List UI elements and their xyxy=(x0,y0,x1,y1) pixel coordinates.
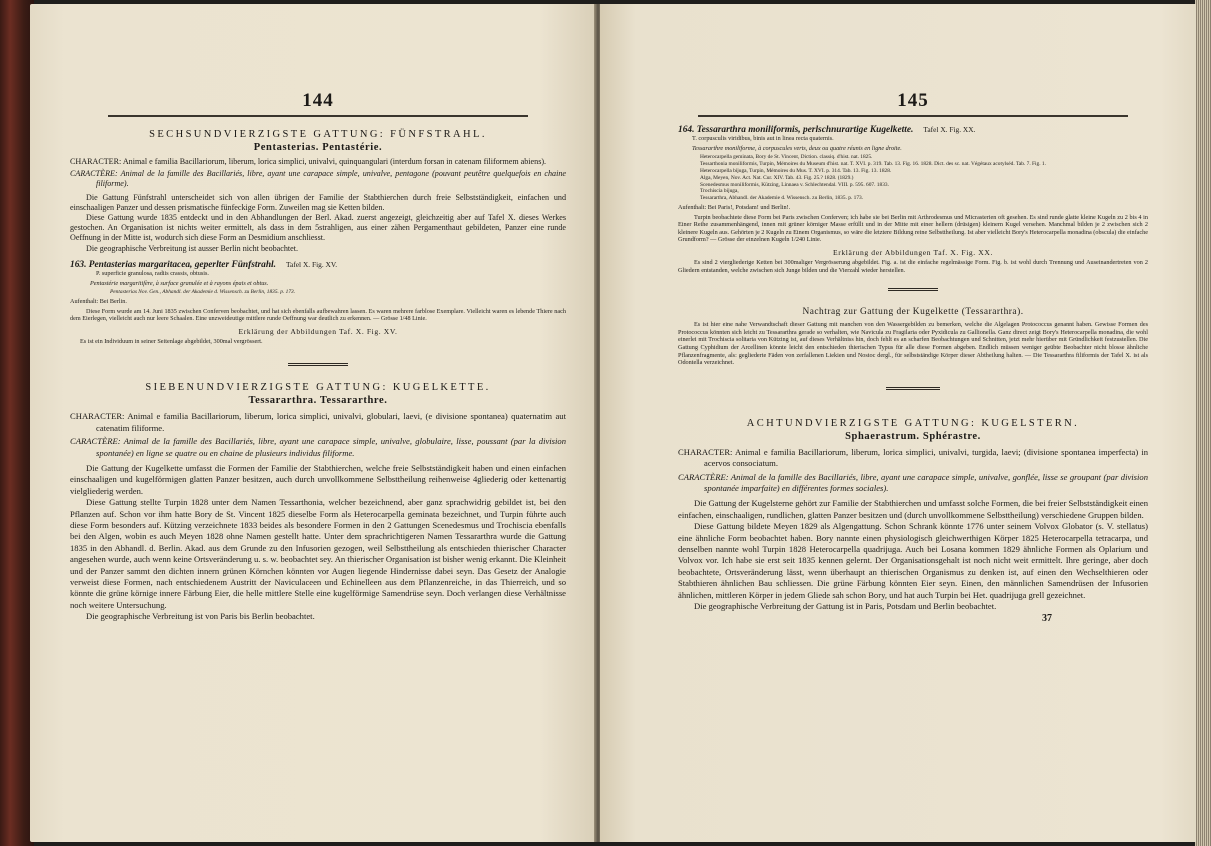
section-subtitle: Pentasterias. Pentastérie. xyxy=(253,142,383,153)
character-latin: CHARACTER: Animal e familia Bacillariorum, liberum, lorica simplici, univalvi, globulari, laevi, (e divisione spontanea) quaternatim aut catenatim filiforme. xyxy=(70,411,566,433)
paragraph: Die geographische Verbreitung der Gattung ist in Paris, Potsdam und Berlin beobachtet. xyxy=(694,600,997,611)
synonym: Tessararthra, Abhandl. der Akademie d. Wissensch. zu Berlin, 1835. p. 173. xyxy=(700,195,864,202)
species-description: Diese Form wurde am 14. Juni 1835 zwischen Conferven beobachtet, und hat sich ebenfalls aufbewahren lassen. Es waren mehrere farblose Exemplare. Vielleicht waren es lebende Thiere nach dem Eierlegen, vielleicht auch nur leere Schaalen. Eine unzweideutige mittlere runde Oeffnung war deutlich zu erkennen. — Grösse 1/48 Linie. xyxy=(70,307,566,323)
paragraph: Diese Gattung stellte Turpin 1828 unter dem Namen Tessarthonia, welcher bezeichnend, aber ganz sprachwidrig gebildet ist, bei den Pflanzen auf. Schon vor ihm hatte Bory de St. Vincent 1825 dieselbe Form als Heterocarpella geminata bezeichnet, und Turpin führte auch diese Form besonders auf. Kützing verzeichnete 1833 beides als besondere Formen in den 2 Gattungen Scenedesmus und Trochiscia ebenfalls bei den Algen, wobin es auch Meyen 1828 ohne Namen gestellt hatte. Unter dem sprachrichtigeren Namen Tessararthra wurde die Gattung 1835 in den Abhandl. d. Berlin. Akad. aus dem Grunde zu den Infusorien gezogen, weil Selbsttheilung als entschieden thierischer Character angesehen wurde, auch wenn keine Ortsveränderung u. s. w. beobachtet sey. An thierischer Organisation ist bisher wenig erkannt. Die Kleinheit und der Panzer sammt den dichten innern grünen Körnchen könnten vor Augen liegende Hindernisse dabei seyn. Das Gesetz der Analogie verweist diese Formen, nach entschiedenem Austritt der Naviculaceen und Echinelleen aus dem Pflanzenreiche, in das Thierreich, und so könnte die grüne körnige innere Färbung Eier, die helle mittlere Stelle eine kugelförmige Samendrüse seyn. Doch verlangen diese Verhältnisse noch weitere Untersuchung. xyxy=(70,497,566,610)
figure-text: Es sind 2 viergliederige Ketten bei 300maliger Vergrösserung abgebildet. Fig. a. ist die einfache regelmässige Form. Fig. b. ist wohl durch Trennung und Auseinandertreten von 2 Gliedern entstanden, welche zwischen sich Junge bilden und die Vierzahl wieder herstellen. xyxy=(678,258,1148,274)
species-heading xyxy=(70,260,566,270)
diagnosis-french: Pentastérie margaritifère, à surface granulée et à rayons épais et obtus. xyxy=(90,279,269,287)
paragraph: Die geographische Verbreitung ist ausser Berlin nicht beobachtet. xyxy=(86,243,299,253)
paragraph: Die geographische Verbreitung ist von Paris bis Berlin beobachtet. xyxy=(86,611,315,622)
figure-text: Es ist ein Individuum in seiner Seitenlage abgebildet, 300mal vergrössert. xyxy=(80,337,263,345)
diagnosis-latin: P. superficie granulosa, radiis crassis, obtusis. xyxy=(96,270,209,278)
species-description: Turpin beobachtete diese Form bei Paris zwischen Conferven; ich habe sie bei Berlin mit Arthrodesmus und Micrasterien oft gesehen. Es sind runde glatte kleine Kugeln zu 2 bis 4 in Einer Reihe zusammenhängend, innen mit grüner körniger Masse erfüllt und in der Mitte mit einer hellern (drüsigen) kleinern Kugel versehen. Manchmal bilden je 2 zwischen sich 2 kleinere Kugeln aus. Gehörten je 2 Kugeln zu Einem Organismus, so wäre die letztere Bildung reine Selbsttheilung. Ist aber vielleicht Bory's Heterocarpella monadina (obscula) die einfache Grundform? — Grösse der einzelnen Kugeln 1/240 Linie. xyxy=(678,213,1148,244)
character-latin: CHARACTER: Animal e familia Bacillariorum, liberum, lorica simplici, univalvi, quinquangulari (interdum forsan in catenam filiformem abiens). xyxy=(70,157,547,166)
page-edges xyxy=(1195,0,1211,846)
synonym: Scenedesmus moniliformis, Kützing, Linnaea v. Schlechtendal. VIII. p. 595. 607. 1833. xyxy=(700,181,889,188)
right-page xyxy=(600,4,1196,842)
synonym: Trochiscia bijuga, xyxy=(700,188,739,195)
section-subtitle: Tessararthra. Tessararthre. xyxy=(248,395,388,407)
plate-reference: Tafel X. Fig. XX. xyxy=(923,125,976,134)
plate-reference: Tafel X. Fig. XV. xyxy=(286,259,338,269)
species-name: 163. Pentasterias margaritacea, geperlter Fünfstrahl. xyxy=(70,259,276,270)
figure-caption: Erklärung der Abbildungen Taf. X. Fig. XV. xyxy=(238,326,398,336)
habitat: Aufenthalt: Bei Berlin. xyxy=(70,298,127,306)
figure-caption: Erklärung der Abbildungen Taf. X. Fig. XX. xyxy=(833,247,993,257)
section-title: SIEBENUNDVIERZIGSTE GATTUNG: KUGELKETTE. xyxy=(145,382,491,394)
synonym: Heterocarpella bijuga, Turpin, Mémoires du Mus. T. XVI. p. 314. Tab. 13. Fig. 13. 1828. xyxy=(700,167,892,174)
habitat: Aufenthalt: Bei Paris!, Potsdam! und Berlin!. xyxy=(678,203,791,211)
synonym: Alga, Meyen, Nov. Act. Nat. Cur. XIV. Tab. 43. Fig. 25.? 1828. (1829.) xyxy=(700,174,854,181)
character-french: CARACTÈRE: Animal de la famille des Bacillariés, libre, ayant une carapace simple, univalve, pentagone (pouvant peutêtre quelquefois en chaine filiforme). xyxy=(70,169,566,189)
book-binding xyxy=(0,0,34,846)
literature-reference: Pentasterias Nov. Gen., Abhandl. der Akademie d. Wissensch. zu Berlin, 1835. p. 173. xyxy=(110,289,296,296)
diagnosis-latin: T. corpusculis viridibus, binis aut in linea recta quaternis. xyxy=(692,135,834,143)
character-latin: CHARACTER: Animal e familia Bacillariorum, liberum, lorica simplici, univalvi, turgida, laevi; (divisione spontanea imperfecta) in acervos consociatum. xyxy=(678,446,1148,469)
paragraph: Es ist hier eine nahe Verwandtschaft dieser Gattung mit manchen von den Wassergebilden zu bemerken, welche die Algelagen Protococcus genannt haben. Gewisse Formen des Protococcus könnten sich leicht zu Tessararthra gerade so verhalten, wie Navicula zu Fragilaria oder Pyxidicula zu Gallionella. Ganz direct zeigt Bory's Heterocarpella monadina, die wohl einerlei mit Trochiscia solitaria von Kützing ist, auf dieses Verhältniss hin, doch fehlt es an scharfen Beobachtungen und Schnitten, jetzt mehr hierüber mit Gründlichkeit festzustellen. Die Gattung Cyphidium der Arcellinen könnte leicht den entschieden thierischen Typus für alle diese Formen abgeben. Endlich müssen weniger geübte Beobachter nicht blosse ähnliche Pflanzenfragmente, als: gegliederte Fäden von zerfallenen Liekien und Nostoc dergl., für selbstständige Körper dieser Abtheilung halten. — Die Tessararthra filiformis der Tafel X. ist als Odontella verzeichnet. xyxy=(678,321,1148,367)
synonym: Heterocarpella geminata, Bory de St. Vincent, Diction. classiq. d'hist. nat. 1825. xyxy=(700,154,873,161)
paragraph: Die Gattung der Kugelkette umfasst die Formen der Familie der Stabthierchen, welche freie Selbstständigkeit haben und einen einfachen einschaaligen und kugelförmigen glatten Panzer besitzen, auch durch unvollkommene Selbsttheilung reihenweise 4gliederig oder kettenartig vielgliederig werden. xyxy=(70,463,566,496)
section-subtitle: Sphaerastrum. Sphérastre. xyxy=(845,430,981,442)
addendum-title: Nachtrag zur Gattung der Kugelkette (Tessararthra). xyxy=(802,307,1024,318)
section-title: ACHTUNDVIERZIGSTE GATTUNG: KUGELSTERN. xyxy=(746,417,1080,429)
character-french: CARACTÈRE: Animal de la famille des Bacillariés, libre, ayant une carapace simple, univalve, gonflée, lisse se groupant (par division spontanée imparfaite) en différentes formes sociales). xyxy=(678,471,1148,493)
left-page xyxy=(30,4,596,842)
species-heading xyxy=(678,125,1148,135)
paragraph: Die Gattung der Kugelsterne gehört zur Familie der Stabthierchen und umfasst solche Formen, die bei freier Selbstständigkeit einen einfachen, einschaaligen, rundlichen, glatten Panzer besitzen und (durch unvollkommene Selbsttheilung) verschiedene Gruppen bilden. xyxy=(678,498,1148,520)
paragraph: Die Gattung Fünfstrahl unterscheidet sich von allen übrigen der Familie der Stabthierchen durch freie Selbstständigkeit, einfachen und einschaaligen Panzer und dessen prismatische fünfeckige Form. Zuweilen mag sie Ketten bilden. xyxy=(70,192,566,212)
species-name: 164. Tessararthra moniliformis, perlschnurartige Kugelkette. xyxy=(678,125,914,135)
page-number: 144 xyxy=(302,90,334,111)
diagnosis-french: Tessararthre moniliforme, à corpuscules verts, deux ou quatre réunis en ligne droite. xyxy=(692,144,902,152)
synonym: Tessarthonia moniliformis, Turpin, Mémoires du Museum d'hist. nat. T. XVI. p. 319. Tab. 13. Fig. 16. 1828. Dict. des sc. nat. Végétaux acotylséd. Tab. 7. Fig. 1. xyxy=(700,161,1046,168)
paragraph: Diese Gattung wurde 1835 entdeckt und in den Abhandlungen der Berl. Akad. zuerst angezeigt, gleichzeitig aber auf Tafel X. dieses Werkes gestochen. An Organisation ist nichts weiter ermittelt, als dass in dem 5strahligen, aus einer zähen Pergamenthaut gebildeten, Panzer eine runde Oeffnung in der Mitte ist, wodurch sich diese Form an Desmidium anschliesst. xyxy=(70,213,566,243)
paragraph: Diese Gattung bildete Meyen 1829 als Algengattung. Schon Schrank könnte 1776 unter seinem Volvox Globator (s. V. stellatus) eine ähnliche Form beobachtet haben. Bory nannte einen physiologisch gleichwerthigen Körper 1825 Heterocarpella tetracarpa, und denselben nannte wohl Turpin 1828 Heterocarpella quadrijuga. Auch bei Losana kommen 1829 ähnliche Formen als Oplarium und Volvox vor. Ich habe sie erst seit 1835 kennen gelernt. Der Organisationsgehalt ist noch nicht weit ermittelt. Ihre geringe, aber doch beobachtete, Ortsveränderung lässt, wenn überhaupt an thierischen Organismus zu denken ist, auf einen den Wechselthieren oder Stabthieren ähnlichen Bau schliessen. Die grüne Färbung könnten Eier seyn. Einen, den männlichen Samendrüsen der Infusorien ähnlichen, mittleren Körper in jedem Gliede sah schon Bory, und hat auch Turpin bei Het. quadrijuga grell gezeichnet. xyxy=(678,521,1148,600)
signature-mark: 37 xyxy=(1042,613,1052,625)
synonymy-list xyxy=(678,154,1148,202)
section-title: SECHSUNDVIERZIGSTE GATTUNG: FÜNFSTRAHL. xyxy=(149,129,487,140)
page-number: 145 xyxy=(897,90,929,111)
character-french: CARACTÈRE: Animal de la famille des Bacillariés, libre, ayant une carapace simple, univalve, globulaire, lisse, poussant (par la division spontanée) en ligne se quatre ou en chaine de plusieurs individus filiforme. xyxy=(70,436,566,458)
